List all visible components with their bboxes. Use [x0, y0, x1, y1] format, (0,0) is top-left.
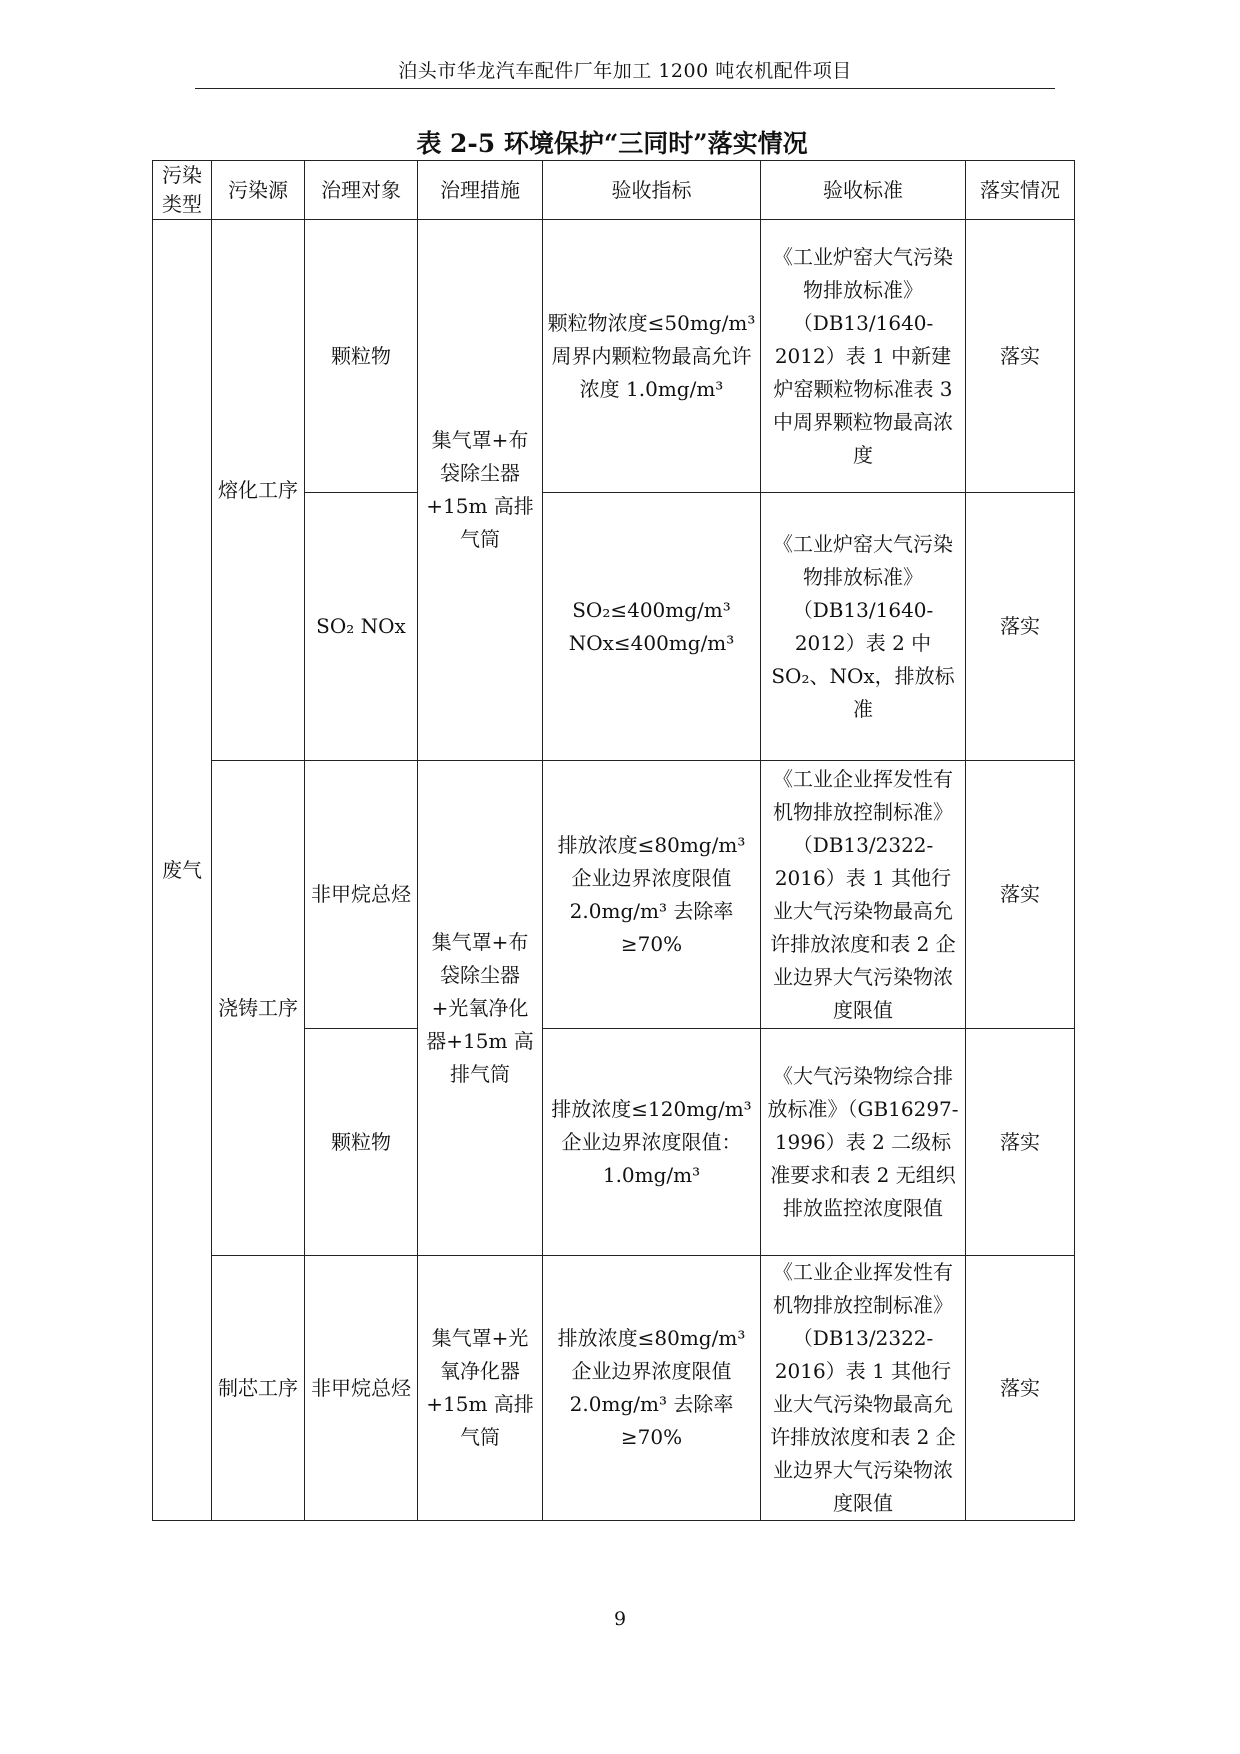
col-header-source: 污染源	[212, 161, 305, 220]
object-cell: 颗粒物	[305, 220, 418, 493]
status-cell: 落实	[966, 761, 1075, 1029]
object-cell: 非甲烷总烃	[305, 1256, 418, 1521]
indicator-cell: SO₂≤400mg/m³ NOx≤400mg/m³	[543, 493, 761, 761]
object-cell: 颗粒物	[305, 1029, 418, 1256]
object-cell: 非甲烷总烃	[305, 761, 418, 1029]
indicator-cell: 颗粒物浓度≤50mg/m³ 周界内颗粒物最高允许浓度 1.0mg/m³	[543, 220, 761, 493]
source-cell: 制芯工序	[212, 1256, 305, 1521]
standard-cell: 《工业企业挥发性有机物排放控制标准》（DB13/2322-2016）表 1 其他行业大气污染物最高允许排放浓度和表 2 企业边界大气污染物浓度限值	[761, 1256, 966, 1521]
object-cell: SO₂ NOx	[305, 493, 418, 761]
source-cell: 熔化工序	[212, 220, 305, 761]
status-cell: 落实	[966, 220, 1075, 493]
standard-cell: 《工业炉窑大气污染物排放标准》（DB13/1640-2012）表 2 中 SO₂、NOx，排放标准	[761, 493, 966, 761]
source-cell: 浇铸工序	[212, 761, 305, 1256]
indicator-cell: 排放浓度≤80mg/m³ 企业边界浓度限值 2.0mg/m³ 去除率≥70%	[543, 761, 761, 1029]
document-header: 泊头市华龙汽车配件厂年加工 1200 吨农机配件项目	[398, 60, 852, 82]
status-cell: 落实	[966, 1029, 1075, 1256]
table-header-row	[153, 161, 1075, 220]
table-row	[153, 761, 1075, 1029]
standard-cell: 《大气污染物综合排放标准》（GB16297-1996）表 2 二级标准要求和表 2 无组织排放监控浓度限值	[761, 1029, 966, 1256]
standard-cell: 《工业炉窑大气污染物排放标准》（DB13/1640-2012）表 1 中新建炉窑颗粒物标准表 3 中周界颗粒物最高浓度	[761, 220, 966, 493]
pollution-type-cell: 废气	[153, 220, 212, 1521]
table-caption: 表 2-5 环境保护“三同时”落实情况	[416, 129, 808, 158]
col-header-indicator: 验收指标	[543, 161, 761, 220]
indicator-cell: 排放浓度≤80mg/m³ 企业边界浓度限值 2.0mg/m³ 去除率≥70%	[543, 1256, 761, 1521]
col-header-status: 落实情况	[966, 161, 1075, 220]
col-header-object: 治理对象	[305, 161, 418, 220]
indicator-cell: 排放浓度≤120mg/m³ 企业边界浓度限值：1.0mg/m³	[543, 1029, 761, 1256]
header-rule	[195, 88, 1055, 89]
measure-cell: 集气罩+布袋除尘器+15m 高排气筒	[418, 220, 543, 761]
status-cell: 落实	[966, 1256, 1075, 1521]
measure-cell: 集气罩+光氧净化器+15m 高排气筒	[418, 1256, 543, 1521]
three-simultaneous-table	[152, 160, 1075, 1521]
table-row	[153, 1256, 1075, 1521]
measure-cell: 集气罩+布袋除尘器+光氧净化器+15m 高排气筒	[418, 761, 543, 1256]
page-number: 9	[613, 1608, 627, 1630]
table-row	[153, 220, 1075, 493]
status-cell: 落实	[966, 493, 1075, 761]
col-header-measure: 治理措施	[418, 161, 543, 220]
col-header-standard: 验收标准	[761, 161, 966, 220]
col-header-type: 污染类型	[153, 161, 212, 220]
standard-cell: 《工业企业挥发性有机物排放控制标准》（DB13/2322-2016）表 1 其他行业大气污染物最高允许排放浓度和表 2 企业边界大气污染物浓度限值	[761, 761, 966, 1029]
